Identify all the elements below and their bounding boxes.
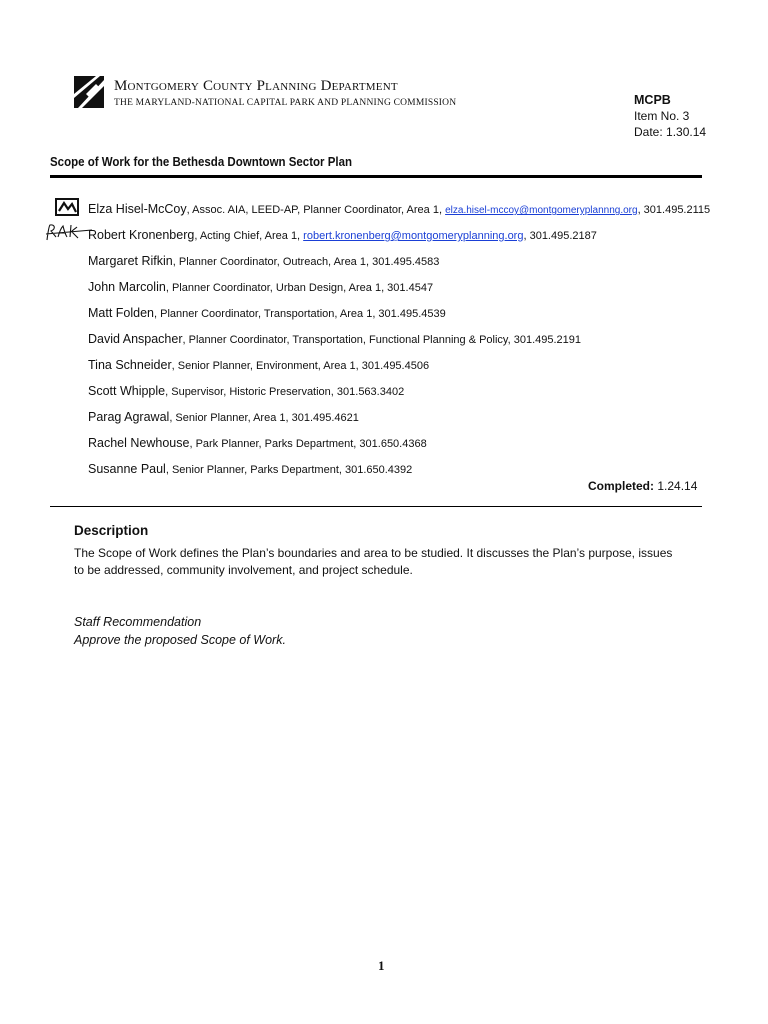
staff-name: Elza Hisel-McCoy xyxy=(88,202,187,216)
org-name: Montgomery County Planning Department xyxy=(114,78,398,94)
board-label: MCPB xyxy=(634,93,671,107)
staff-row xyxy=(88,306,446,321)
department-logo xyxy=(74,76,104,108)
staff-detail: , Senior Planner, Parks Department, 301.650.4392 xyxy=(165,464,413,476)
staff-row xyxy=(88,436,427,451)
divider-thin xyxy=(50,506,702,507)
description-body: The Scope of Work defines the Plan’s boundaries and area to be studied. It discusses the Plan’s purpose, issues to be addressed, community involvement, and project schedule. xyxy=(74,546,673,577)
recommendation-heading: Staff Recommendation xyxy=(74,615,202,629)
staff-detail: , Senior Planner, Area 1, 301.495.4621 xyxy=(169,412,359,424)
staff-row xyxy=(88,358,429,373)
staff-name: Susanne Paul xyxy=(88,462,166,476)
staff-detail: , Supervisor, Historic Preservation, 301.563.3402 xyxy=(165,386,405,398)
completed-label: Completed: xyxy=(588,479,654,493)
date: Date: 1.30.14 xyxy=(634,125,707,139)
recommendation-body: Approve the proposed Scope of Work. xyxy=(74,633,286,647)
staff-row xyxy=(88,254,439,269)
staff-row xyxy=(88,462,412,477)
staff-row xyxy=(88,332,581,347)
staff-name: Rachel Newhouse xyxy=(88,436,190,450)
staff-row xyxy=(88,202,710,218)
item-number: Item No. 3 xyxy=(634,109,690,123)
staff-detail: , Planner Coordinator, Urban Design, Area 1, 301.4547 xyxy=(165,282,434,294)
staff-detail: , Planner Coordinator, Outreach, Area 1, 301.495.4583 xyxy=(172,256,440,268)
staff-row xyxy=(88,384,404,399)
staff-email-link[interactable]: elza.hisel-mccoy@montgomeryplannng.org xyxy=(445,205,638,216)
staff-row xyxy=(88,410,359,425)
staff-detail: , Park Planner, Parks Department, 301.650.4368 xyxy=(189,438,427,450)
page-number: 1 xyxy=(378,958,385,973)
staff-detail: , Planner Coordinator, Transportation, Functional Planning & Policy, 301.495.2191 xyxy=(182,334,582,346)
staff-name: Matt Folden xyxy=(88,306,155,320)
completed-value: 1.24.14 xyxy=(657,479,698,493)
staff-row xyxy=(88,228,597,243)
staff-name: Parag Agrawal xyxy=(88,410,170,424)
staff-detail: , Acting Chief, Area 1, xyxy=(194,230,304,242)
staff-name: Robert Kronenberg xyxy=(88,228,195,242)
staff-detail: , Senior Planner, Environment, Area 1, 301.495.4506 xyxy=(171,360,430,372)
signature-initials-rak xyxy=(44,222,94,242)
staff-name: John Marcolin xyxy=(88,280,166,294)
description-heading: Description xyxy=(74,523,149,538)
staff-name: Margaret Rifkin xyxy=(88,254,173,268)
staff-phone: , 301.495.2187 xyxy=(523,230,597,242)
staff-name: David Anspacher xyxy=(88,332,183,346)
document-title: Scope of Work for the Bethesda Downtown Sector Plan xyxy=(50,155,353,169)
staff-email-link[interactable]: robert.kronenberg@montgomeryplanning.org xyxy=(303,230,524,242)
staff-row xyxy=(88,280,433,295)
staff-detail: , Planner Coordinator, Transportation, Area 1, 301.495.4539 xyxy=(154,308,446,320)
completed-date xyxy=(588,479,697,493)
staff-name: Tina Schneider xyxy=(88,358,172,372)
org-subtitle: THE MARYLAND-NATIONAL CAPITAL PARK AND PLANNING COMMISSION xyxy=(114,98,457,108)
staff-name: Scott Whipple xyxy=(88,384,166,398)
signature-initials-elza xyxy=(54,197,82,219)
staff-phone: , 301.495.2115 xyxy=(637,204,711,216)
divider-thick xyxy=(50,175,702,178)
staff-detail: , Assoc. AIA, LEED-AP, Planner Coordinator, Area 1, xyxy=(186,204,446,216)
